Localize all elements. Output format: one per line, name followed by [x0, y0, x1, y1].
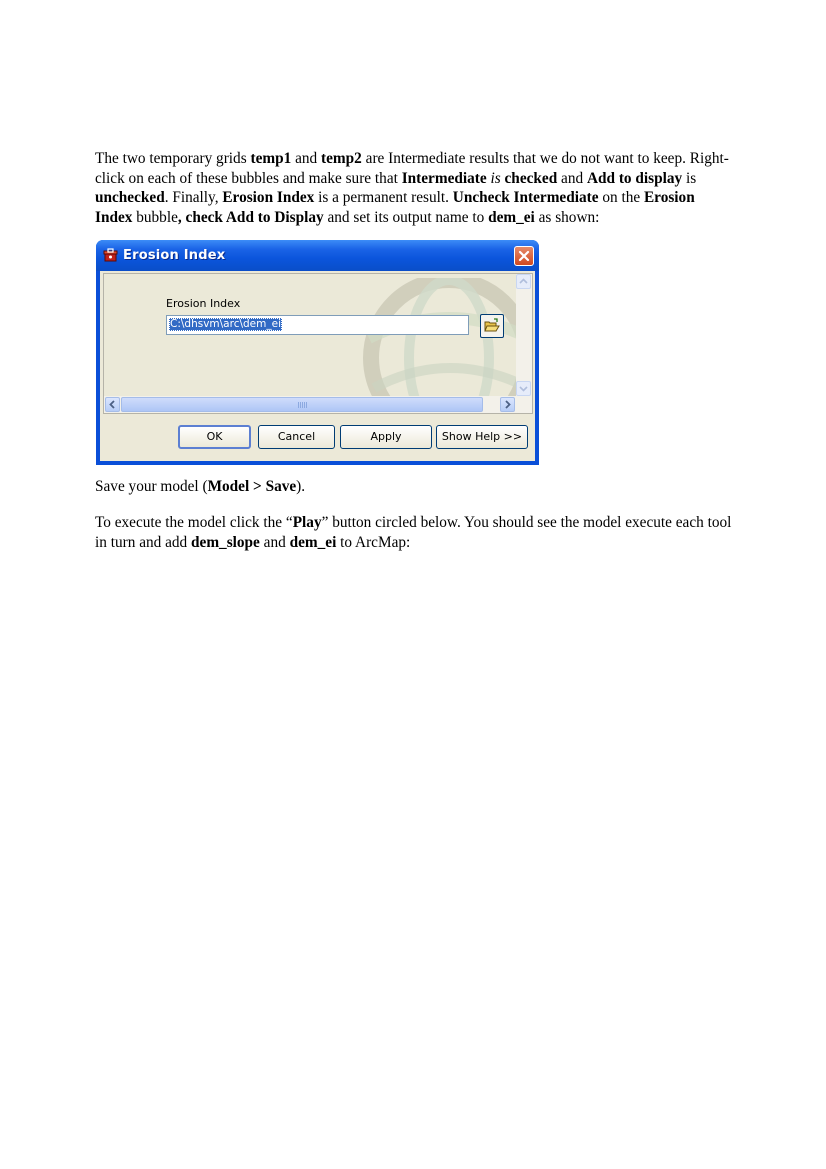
text-run: and: [259, 533, 290, 551]
text-run: on the: [598, 189, 644, 206]
bold-text: , check Add to Display: [177, 208, 324, 226]
bold-text: dem_ei: [488, 208, 535, 226]
italic-text: is: [490, 169, 501, 187]
chevron-right-icon: [501, 398, 514, 411]
text-run: . Finally,: [164, 189, 223, 206]
text-run: and set its output name to: [323, 208, 489, 226]
browse-button[interactable]: [480, 314, 504, 338]
text-run: is a permanent result.: [314, 189, 453, 206]
scroll-left-button[interactable]: [105, 397, 120, 412]
bold-text: Intermediate: [401, 169, 487, 187]
output-path-value: C:\dhsvm\arc\dem_ei: [170, 318, 281, 330]
text-run: The two temporary grids: [95, 150, 251, 167]
cancel-button[interactable]: Cancel: [258, 425, 335, 449]
chevron-up-icon: [517, 275, 530, 288]
scroll-right-button[interactable]: [500, 397, 515, 412]
chevron-left-icon: [106, 398, 119, 411]
grip-icon: [298, 402, 308, 408]
instruction-paragraph-3: [95, 513, 735, 552]
text-run: To execute the model click the “: [95, 514, 293, 531]
dialog-titlebar[interactable]: [96, 240, 539, 271]
text-run: ” button circled below. You should see the model execute each tool in turn and add: [95, 514, 732, 551]
bold-text: temp1: [250, 150, 292, 167]
dialog-title: Erosion Index: [123, 248, 226, 263]
bold-text: Uncheck Intermediate: [452, 189, 599, 206]
apply-button[interactable]: Apply: [340, 425, 432, 449]
horizontal-scrollbar[interactable]: [104, 396, 532, 413]
bold-text: checked: [504, 169, 558, 187]
parameter-pane: [103, 273, 533, 414]
erosion-index-label: Erosion Index: [166, 297, 241, 310]
bold-text: unchecked: [95, 189, 165, 206]
text-run: are Intermediate results that we do not want to keep. Right-click on each of these bubbles and make sure that: [95, 150, 729, 187]
close-button[interactable]: [514, 246, 534, 266]
close-icon: [518, 250, 530, 262]
scroll-up-button[interactable]: [516, 274, 531, 289]
bold-text: Model > Save: [207, 478, 297, 495]
chevron-down-icon: [517, 382, 530, 395]
text-run: and: [557, 169, 587, 187]
bold-text: temp2: [321, 150, 362, 167]
bold-text: Erosion Index: [95, 189, 695, 226]
text-run: ).: [296, 478, 306, 495]
bold-text: Add to display: [586, 169, 683, 187]
dialog-client-area: [100, 271, 535, 461]
erosion-index-dialog: [96, 240, 539, 465]
ok-button[interactable]: OK: [178, 425, 251, 449]
toolbox-icon: [103, 248, 118, 263]
text-run: to ArcMap:: [336, 533, 411, 551]
bold-text: dem_ei: [289, 533, 337, 551]
vertical-scrollbar[interactable]: [516, 274, 532, 397]
instruction-paragraph-2: [95, 477, 735, 497]
open-folder-icon: [484, 318, 500, 334]
scroll-down-button[interactable]: [516, 381, 531, 396]
text-run: and: [291, 150, 322, 167]
bold-text: dem_slope: [191, 533, 260, 551]
output-path-input[interactable]: [166, 315, 469, 335]
text-run: is: [682, 169, 697, 187]
text-run: bubble: [132, 208, 178, 226]
bold-text: Erosion Index: [222, 189, 315, 206]
globe-watermark: [354, 278, 533, 408]
show-help-button[interactable]: Show Help >>: [436, 425, 528, 449]
bold-text: Play: [292, 514, 322, 531]
scroll-thumb[interactable]: [121, 397, 483, 412]
text-run: Save your model (: [95, 478, 208, 495]
text-run: as shown:: [534, 208, 600, 226]
instruction-paragraph-1: [95, 149, 735, 227]
